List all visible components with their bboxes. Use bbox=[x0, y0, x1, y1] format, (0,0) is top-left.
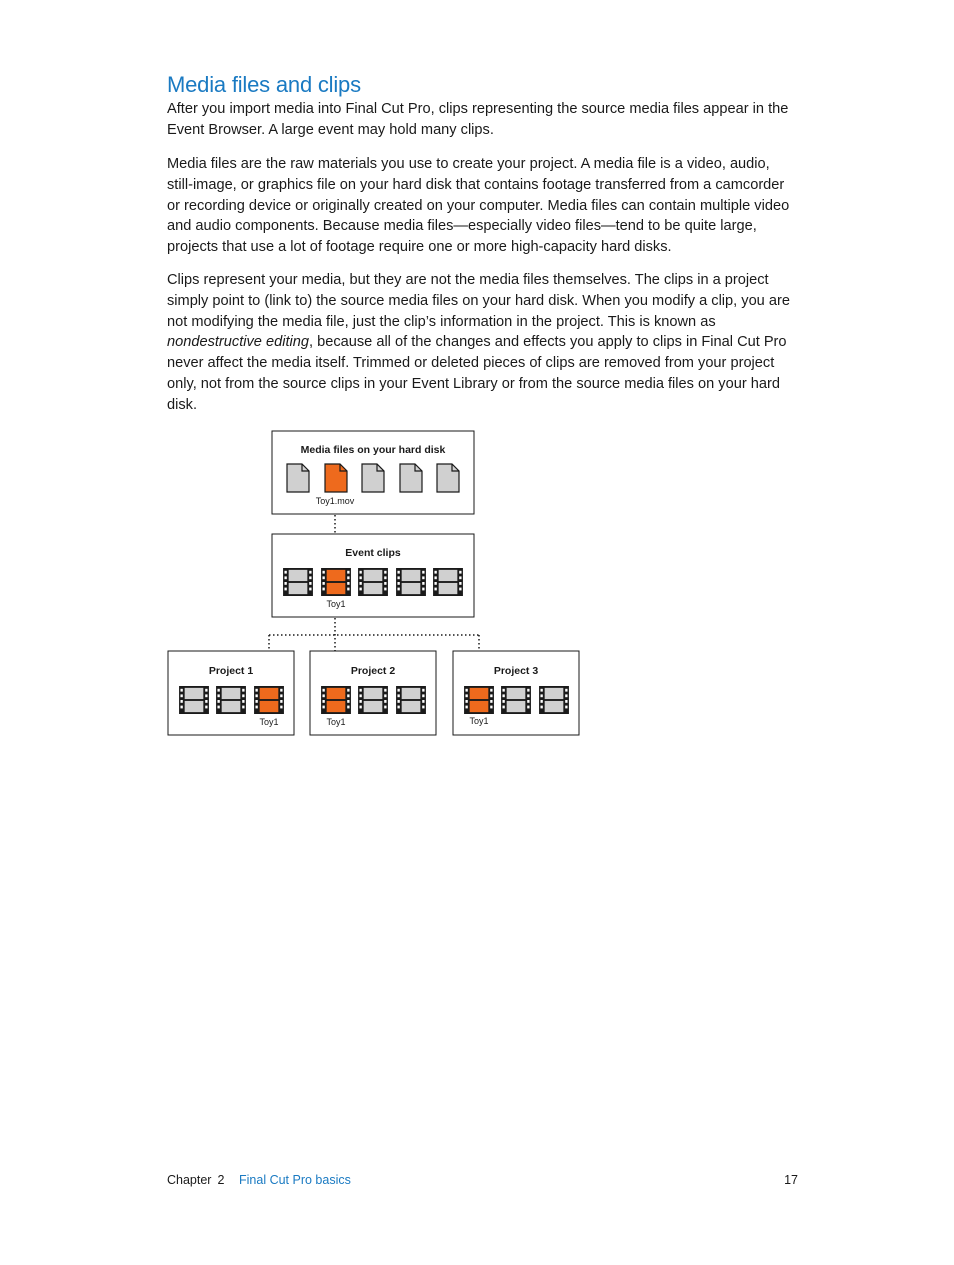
film-icon bbox=[501, 686, 531, 714]
event-clip-label: Toy1 bbox=[326, 599, 346, 609]
project-2-clip-label: Toy1 bbox=[326, 717, 346, 727]
film-icon bbox=[216, 686, 246, 714]
file-icon bbox=[287, 464, 309, 492]
film-icon bbox=[433, 568, 463, 596]
file-icon bbox=[400, 464, 422, 492]
film-icon-toy1 bbox=[321, 686, 351, 714]
project-3-box bbox=[453, 651, 579, 735]
paragraph-intro: After you import media into Final Cut Pro, clips representing the source media files appear in the Event Browser. A large event may hold many clips. bbox=[167, 101, 789, 138]
footer-chapter-label: Chapter bbox=[167, 1173, 212, 1187]
project-3-clip-label: Toy1 bbox=[469, 716, 489, 726]
project-3-title: Project 3 bbox=[493, 665, 539, 677]
paragraph-clips-part-2: , because all of the changes and effects you apply to clips in Final Cut Pro never affect the media itself. Trimmed or deleted pieces of clips are removed from your project only, not from the source clips in your Event Library or from the source media files on your hard disk. bbox=[167, 334, 787, 413]
project-2-box bbox=[310, 651, 436, 735]
project-1-title: Project 1 bbox=[208, 665, 254, 677]
footer-chapter-title-link[interactable]: Final Cut Pro basics bbox=[239, 1173, 351, 1187]
paragraph-clips-part-1: Clips represent your media, but they are not the media files themselves. The clips in a project simply point to (link to) the source media files on your hard disk. When you modify a clip, you are not modifying the media file, just the clip’s information in the project. This is known as bbox=[167, 272, 790, 330]
project-1-box bbox=[168, 651, 294, 735]
paragraph-media-files: Media files are the raw materials you use to create your project. A media file is a video, audio, still-image, or graphics file on your hard disk that contains footage transferred from a camcorder or recording device or originally created on your computer. Media files can contain multiple video and audio components. Because media files—especially video files—tend to be quite large, projects that use a lot of footage require one or more high-capacity hard disks. bbox=[167, 156, 790, 256]
film-icon bbox=[539, 686, 569, 714]
file-icon bbox=[362, 464, 384, 492]
film-icon bbox=[358, 568, 388, 596]
footer-page-number: 17 bbox=[784, 1173, 798, 1187]
footer-chapter-number: 2 bbox=[217, 1173, 225, 1187]
footer-chapter bbox=[167, 1173, 224, 1187]
film-icon-toy1 bbox=[321, 568, 351, 596]
section-heading: Media files and clips bbox=[167, 72, 361, 97]
file-icon bbox=[437, 464, 459, 492]
nondestructive-editing-term: nondestructive editing bbox=[167, 334, 309, 351]
film-icon-toy1 bbox=[254, 686, 284, 714]
film-icon bbox=[396, 686, 426, 714]
file-icon-toy1 bbox=[325, 464, 347, 492]
event-clips-box bbox=[272, 534, 474, 617]
media-file-label: Toy1.mov bbox=[315, 496, 355, 506]
project-2-title: Project 2 bbox=[350, 665, 396, 677]
film-icon bbox=[283, 568, 313, 596]
film-icon bbox=[396, 568, 426, 596]
film-icon bbox=[358, 686, 388, 714]
media-files-box bbox=[272, 431, 474, 514]
media-files-title: Media files on your hard disk bbox=[300, 444, 446, 456]
event-clips-title: Event clips bbox=[345, 547, 401, 559]
project-1-clip-label: Toy1 bbox=[259, 717, 279, 727]
film-icon bbox=[179, 686, 209, 714]
film-icon-toy1 bbox=[464, 686, 494, 714]
